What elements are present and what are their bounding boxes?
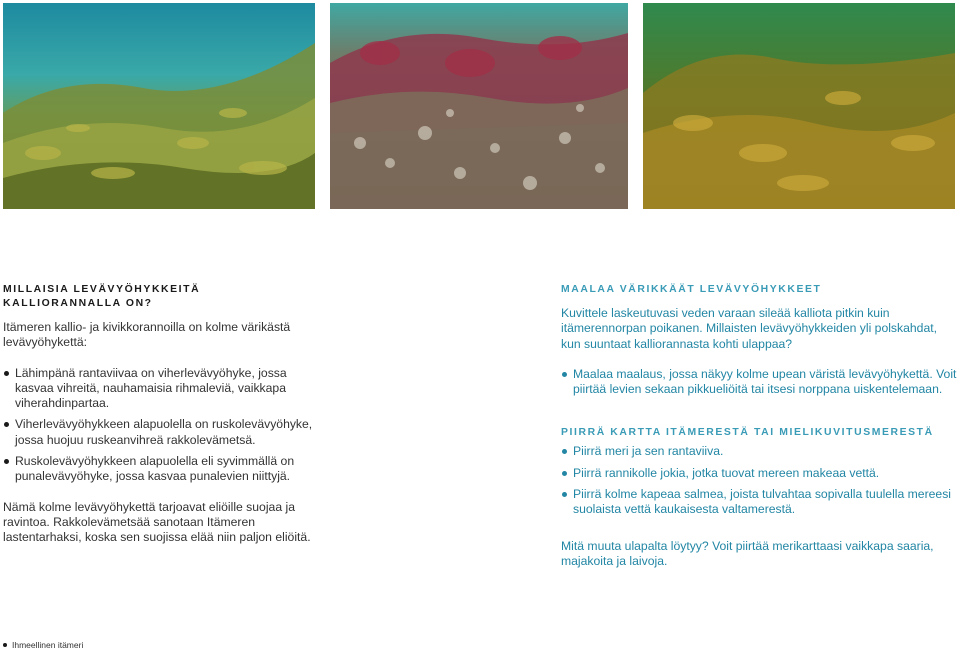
section1-intro: Kuvittele laskeutuvasi veden varaan sileää kalliota pitkin kuin itämerennorpan poikanen. Millaisten levävyöhykkeiden yli polskahdat, kun suuntaat kalliorannasta kohti ulappaa? — [561, 306, 937, 351]
left-closing: Nämä kolme levävyöhykettä tarjoavat eliöille suojaa ja ravintoa. Rakkolevämetsää sanotaan Itämeren lastentarhaksi, koska sen suojissa elää niin paljon eliöitä. — [3, 499, 311, 545]
list-item: Maalaa maalaus, jossa näkyy kolme upean väristä levävyöhykettä. Voit piirtää levien sekaan pikkueliöitä tai itsesi norppana uiskentelemaan. — [561, 367, 957, 398]
left-column — [3, 283, 319, 546]
list-item: Piirrä rannikolle jokia, jotka tuovat mereen makeaa vettä. — [561, 466, 957, 481]
list-item: Piirrä meri ja sen rantaviiva. — [561, 444, 957, 459]
list-item: Piirrä kolme kapeaa salmea, joista tulvahtaa sopivalla tuulella mereesi suolaista vettä kaukaisesta valtamerestä. — [561, 487, 957, 518]
left-intro: Itämeren kallio- ja kivikkorannoilla on kolme värikästä levävyöhykettä: — [3, 320, 291, 350]
list-item: Ruskolevävyöhykkeen alapuolella eli syvimmällä on punalevävyöhyke, jossa kasvaa punalevien niittyjä. — [3, 454, 319, 485]
footer-label: Ihmeellinen itämeri — [3, 640, 83, 650]
left-heading — [3, 283, 319, 311]
underwater-green-algae-image — [3, 3, 315, 209]
brown-algae-photo — [643, 3, 955, 209]
green-algae-photo — [3, 3, 315, 209]
left-heading-line1: MILLAISIA LEVÄVYÖHYKKEITÄ — [3, 284, 201, 295]
list-item: Lähimpänä rantaviivaa on viherlevävyöhyke, jossa kasvaa vihreitä, nauhamaisia rihmaleviä, vaikkapa viherahdinpartaa. — [3, 366, 319, 412]
section1-list — [561, 367, 957, 398]
underwater-brown-algae-image — [643, 3, 955, 209]
red-algae-photo — [330, 3, 628, 209]
list-item: Viherlevävyöhykkeen alapuolella on ruskolevävyöhyke, jossa huojuu ruskeanvihreä rakkolevämetsä. — [3, 417, 319, 448]
algae-zone-list — [3, 366, 319, 485]
section2-closing: Mitä muuta ulapalta löytyy? Voit piirtää merikarttaasi vaikkapa saaria, majakoita ja laivoja. — [561, 538, 934, 568]
section2-list — [561, 444, 957, 517]
section2-heading: PIIRRÄ KARTTA ITÄMERESTÄ TAI MIELIKUVITUSMERESTÄ — [561, 427, 934, 439]
left-heading-line2: KALLIORANNALLA ON? — [3, 298, 153, 309]
right-column — [561, 283, 957, 569]
section1-heading: MAALAA VÄRIKKÄÄT LEVÄVYÖHYKKEET — [561, 284, 822, 295]
underwater-red-algae-mussels-image — [330, 3, 628, 209]
